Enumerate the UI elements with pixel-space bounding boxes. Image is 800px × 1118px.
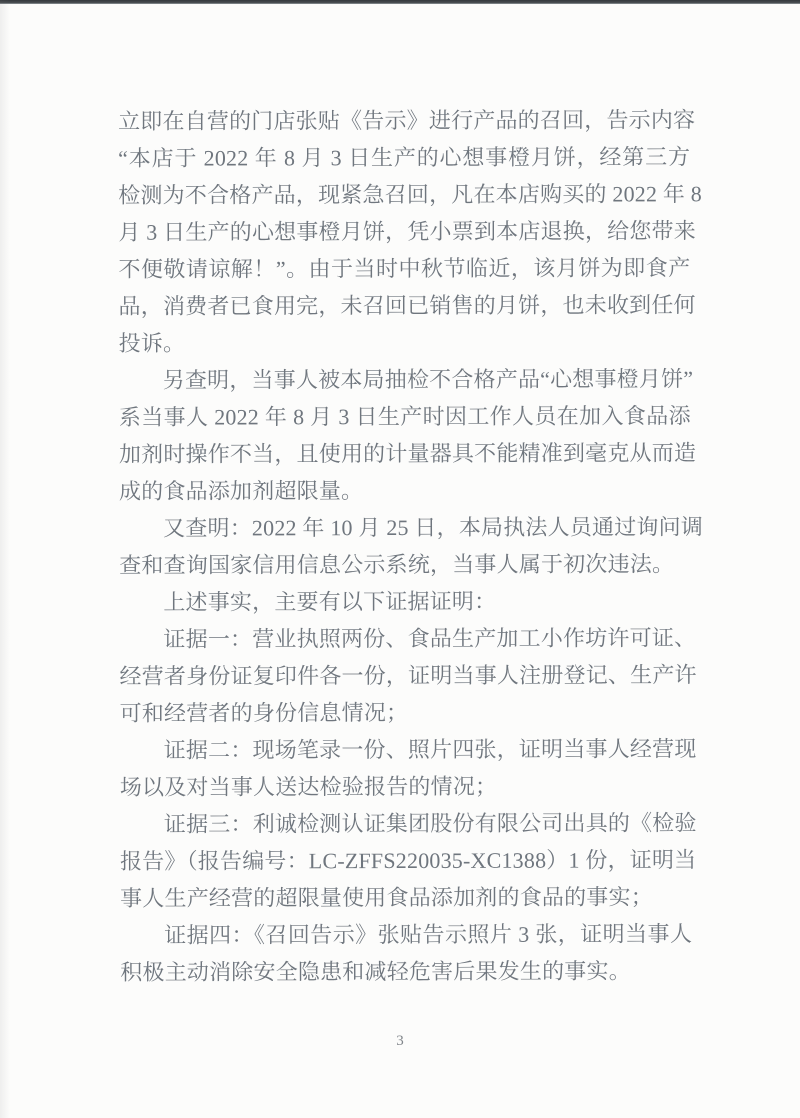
text-line: 场以及对当事人送达检验报告的情况； (119, 773, 498, 800)
text-line: 立即在自营的门店张贴《告示》进行产品的召回，告示内容 (118, 107, 696, 134)
text-line: 成的食品添加剂超限量。 (118, 478, 364, 504)
text-line: 积极主动消除安全隐患和减轻危害后果发生的事实。 (120, 958, 631, 985)
text-line: 又查明：2022 年 10 月 25 日，本局执法人员通过询问调 (163, 514, 704, 541)
text-line: “本店于 2022 年 8 月 3 日生产的心想事橙月饼，经第三方 (118, 144, 691, 171)
scan-edge-left (0, 0, 10, 1118)
text-line: 另查明，当事人被本局抽检不合格产品“心想事橙月饼” (162, 366, 694, 393)
text-line: 品，消费者已食用完，未召回已销售的月饼，也未收到任何 (118, 292, 696, 319)
text-line: 证据四：《召回告示》张贴告示照片 3 张，证明当事人 (164, 921, 693, 948)
text-line: 证据二：现场笔录一份、照片四张，证明当事人经营现 (163, 736, 697, 763)
text-line: 证据一：营业执照两份、食品生产加工小作坊许可证、 (163, 625, 697, 652)
text-line: 月 3 日生产的心想事橙月饼，凭小票到本店退换，给您带来 (118, 218, 696, 245)
text-line: 事人生产经营的超限量使用食品添加剂的食品的事实； (120, 884, 653, 911)
text-line: 证据三：利诚检测认证集团股份有限公司出具的《检验 (163, 810, 697, 837)
text-line: 加剂时操作不当，且使用的计量器具不能精准到毫克从而造 (118, 440, 697, 467)
text-line: 报告》（报告编号：LC-ZFFS220035-XC1388）1 份，证明当 (119, 847, 697, 874)
text-line: 可和经营者的身份信息情况； (119, 699, 409, 726)
page-number: 3 (396, 1033, 404, 1049)
text-line: 投诉。 (118, 330, 186, 356)
document-body (118, 101, 704, 990)
text-line: 检测为不合格产品，现紧急召回，凡在本店购买的 2022 年 8 (118, 181, 702, 208)
scan-edge-top (0, 0, 800, 4)
text-line: 系当事人 2022 年 8 月 3 日生产时因工作人员在加入食品添 (118, 403, 691, 430)
text-line: 不便敬请谅解！”。由于当时中秋节临近，该月饼为即食产 (118, 255, 691, 282)
text-line: 查和查询国家信用信息公示系统，当事人属于初次违法。 (119, 551, 675, 578)
text-line: 上述事实，主要有以下证据证明： (163, 588, 497, 615)
text-line: 经营者身份证复印件各一份，证明当事人注册登记、生产许 (119, 662, 697, 689)
page-footer (0, 1030, 800, 1052)
